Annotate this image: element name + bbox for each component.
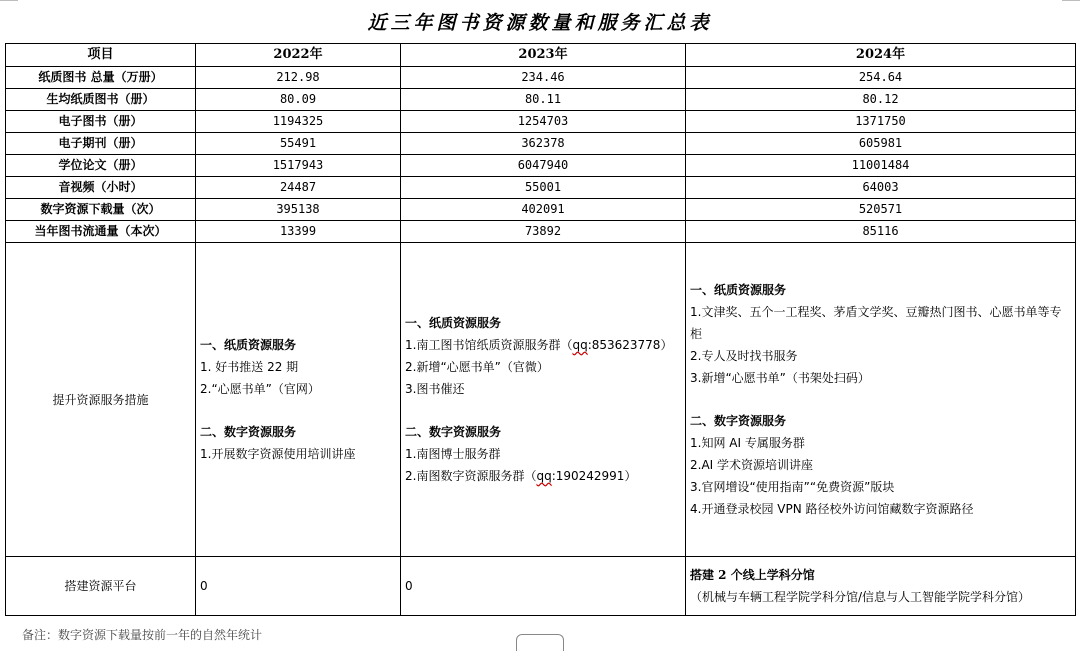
digital-heading: 二、数字资源服务	[690, 414, 787, 428]
list-item: 3.官网增设“使用指南”“免费资源”版块	[690, 480, 895, 494]
header-2023: 2023年	[401, 44, 686, 67]
header-2024: 2024年	[686, 44, 1076, 67]
platform-row	[6, 557, 1076, 616]
row-label: 学位论文（册）	[6, 155, 196, 177]
cell-2023: 402091	[401, 199, 686, 221]
qq-label: qq	[572, 338, 588, 352]
paper-heading: 一、纸质资源服务	[200, 338, 297, 352]
table-row	[6, 177, 1076, 199]
list-item: 1.开展数字资源使用培训讲座	[200, 447, 356, 461]
cell-2023: 362378	[401, 133, 686, 155]
summary-table	[5, 43, 1076, 616]
cell-2024: 64003	[686, 177, 1076, 199]
measures-2023	[401, 243, 686, 557]
cell-2022: 1517943	[196, 155, 401, 177]
cell-2022: 212.98	[196, 67, 401, 89]
digital-heading: 二、数字资源服务	[405, 425, 502, 439]
measures-2022	[196, 243, 401, 557]
cell-2024: 11001484	[686, 155, 1076, 177]
cell-2024: 520571	[686, 199, 1076, 221]
list-item: 4.开通登录校园 VPN 路径校外访问馆藏数字资源路径	[690, 502, 974, 516]
cell-2024: 85116	[686, 221, 1076, 243]
row-label: 纸质图书 总量（万册）	[6, 67, 196, 89]
list-item: 2.新增“心愿书单”（官微）	[405, 360, 549, 374]
cell-2024: 80.12	[686, 89, 1076, 111]
page-title: 近三年图书资源数量和服务汇总表	[367, 12, 713, 34]
table-row	[6, 133, 1076, 155]
table-row	[6, 89, 1076, 111]
cell-2022: 24487	[196, 177, 401, 199]
platform-label: 搭建资源平台	[6, 557, 196, 616]
list-item	[405, 334, 681, 356]
list-item: 2.AI 学术资源培训讲座	[690, 458, 814, 472]
list-item	[405, 465, 681, 487]
row-label: 当年图书流通量（本次）	[6, 221, 196, 243]
cell-2023: 73892	[401, 221, 686, 243]
cell-2024: 254.64	[686, 67, 1076, 89]
cell-2022: 80.09	[196, 89, 401, 111]
list-item: 1.南图博士服务群	[405, 447, 501, 461]
row-label: 电子期刊（册）	[6, 133, 196, 155]
table-row	[6, 155, 1076, 177]
cell-2023: 234.46	[401, 67, 686, 89]
row-label: 生均纸质图书（册）	[6, 89, 196, 111]
row-label: 音视频（小时）	[6, 177, 196, 199]
cell-2024: 605981	[686, 133, 1076, 155]
platform-2022: 0	[196, 557, 401, 616]
row-label: 数字资源下载量（次）	[6, 199, 196, 221]
cell-2023: 6047940	[401, 155, 686, 177]
row-label: 电子图书（册）	[6, 111, 196, 133]
page-corner-right	[1062, 0, 1080, 1]
qq-label: qq	[536, 469, 552, 483]
measures-2024	[686, 243, 1076, 557]
header-item: 项目	[6, 44, 196, 67]
list-item-text: 1.南工图书馆纸质资源服务群（	[405, 338, 573, 352]
paper-heading: 一、纸质资源服务	[405, 316, 502, 330]
table-row	[6, 111, 1076, 133]
digital-heading: 二、数字资源服务	[200, 425, 297, 439]
footnote: 备注：数字资源下载量按前一年的自然年统计	[22, 628, 263, 642]
paper-heading: 一、纸质资源服务	[690, 283, 787, 297]
platform-2024	[686, 557, 1076, 616]
cell-2022: 13399	[196, 221, 401, 243]
list-item-text: 2.南图数字资源服务群（	[405, 469, 537, 483]
page-corner-left	[0, 0, 18, 1]
platform-detail: （机械与车辆工程学院学科分馆/信息与人工智能学院学科分馆）	[690, 590, 1031, 604]
platform-2023: 0	[401, 557, 686, 616]
cell-2023: 1254703	[401, 111, 686, 133]
measures-label: 提升资源服务措施	[6, 243, 196, 557]
list-item: 2.“心愿书单”（官网）	[200, 382, 320, 396]
list-item-tail: :190242991）	[551, 469, 637, 483]
cell-2024: 1371750	[686, 111, 1076, 133]
cell-2022: 395138	[196, 199, 401, 221]
measures-row	[6, 243, 1076, 557]
list-item: 1.文津奖、五个一工程奖、茅盾文学奖、豆瓣热门图书、心愿书单等专柜	[690, 305, 1062, 341]
table-row	[6, 221, 1076, 243]
list-item-tail: :853623778）	[587, 338, 673, 352]
list-item: 3.新增“心愿书单”（书架处扫码）	[690, 371, 870, 385]
cell-2022: 55491	[196, 133, 401, 155]
cell-2023: 55001	[401, 177, 686, 199]
table-header-row	[6, 44, 1076, 67]
list-item: 2.专人及时找书服务	[690, 349, 798, 363]
table-row	[6, 67, 1076, 89]
list-item: 1.知网 AI 专属服务群	[690, 436, 805, 450]
platform-heading: 搭建 2 个线上学科分馆	[690, 568, 815, 582]
header-2022: 2022年	[196, 44, 401, 67]
cell-2023: 80.11	[401, 89, 686, 111]
list-item: 3.图书催还	[405, 382, 465, 396]
cell-2022: 1194325	[196, 111, 401, 133]
table-row	[6, 199, 1076, 221]
list-item: 1. 好书推送 22 期	[200, 360, 299, 374]
